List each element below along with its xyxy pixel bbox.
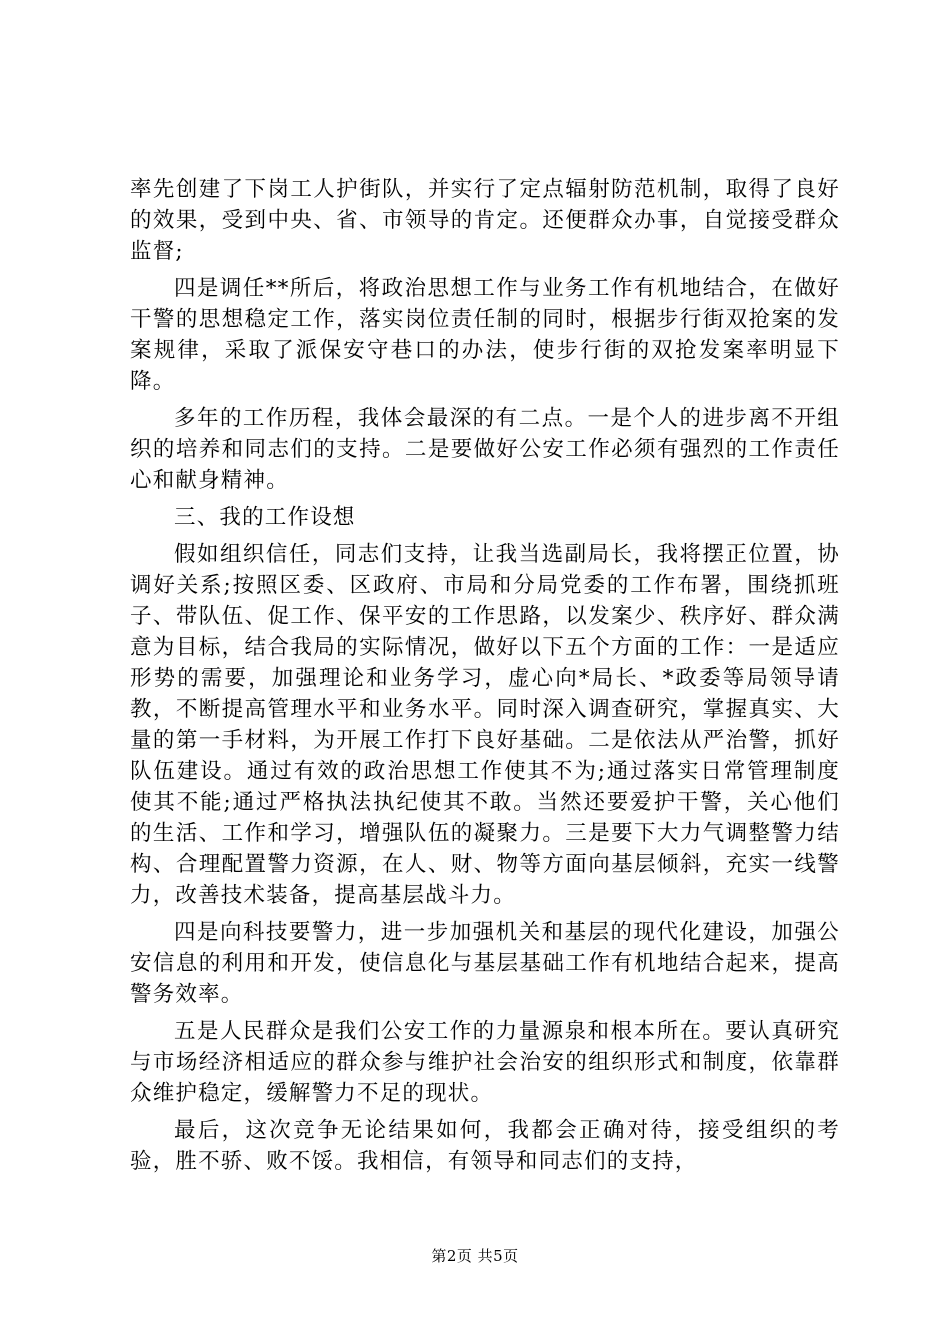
page-footer: 第2页 共5页 (431, 1247, 519, 1265)
paragraph-7: 最后，这次竞争无论结果如何，我都会正确对待，接受组织的考验，胜不骄、败不馁。我相信，有领导和同志们的支持， (130, 1118, 840, 1174)
paragraph-2: 四是调任**所后，将政治思想工作与业务工作有机地结合，在做好干警的思想稳定工作，落实岗位责任制的同时，根据步行街双抢案的发案规律，采取了派保安守巷口的办法，使步行街的双抢发案率明显下降。 (130, 276, 840, 394)
paragraph-1: 率先创建了下岗工人护街队，并实行了定点辐射防范机制，取得了良好的效果，受到中央、省、市领导的肯定。还便群众办事，自觉接受群众监督; (130, 177, 840, 264)
paragraph-3: 多年的工作历程，我体会最深的有二点。一是个人的进步离不开组织的培养和同志们的支持。二是要做好公安工作必须有强烈的工作责任心和献身精神。 (130, 406, 840, 493)
section-heading: 三、我的工作设想 (174, 505, 356, 530)
paragraph-5: 四是向科技要警力，进一步加强机关和基层的现代化建设，加强公安信息的利用和开发，使信息化与基层基础工作有机地结合起来，提高警务效率。 (130, 920, 840, 1007)
paragraph-6: 五是人民群众是我们公安工作的力量源泉和根本所在。要认真研究与市场经济相适应的群众参与维护社会治安的组织形式和制度，依靠群众维护稳定，缓解警力不足的现状。 (130, 1019, 840, 1106)
paragraph-4: 假如组织信任，同志们支持，让我当选副局长，我将摆正位置，协调好关系;按照区委、区政府、市局和分局党委的工作布署，围绕抓班子、带队伍、促工作、保平安的工作思路，以发案少、秩序好、群众满意为目标，结合我局的实际情况，做好以下五个方面的工作：一是适应形势的需要，加强理论和业务学习，虚心向*局长、*政委等局领导请教，不断提高管理水平和业务水平。同时深入调查研究，掌握真实、大量的第一手材料，为开展工作打下良好基础。二是依法从严治警，抓好队伍建设。通过有效的政治思想工作使其不为;通过落实日常管理制度使其不能;通过严格执法执纪使其不敢。当然还要爱护干警，关心他们的生活、工作和学习，增强队伍的凝聚力。三是要下大力气调整警力结构、合理配置警力资源，在人、财、物等方面向基层倾斜，充实一线警力，改善技术装备，提高基层战斗力。 (130, 542, 840, 908)
document-body (130, 174, 840, 1183)
